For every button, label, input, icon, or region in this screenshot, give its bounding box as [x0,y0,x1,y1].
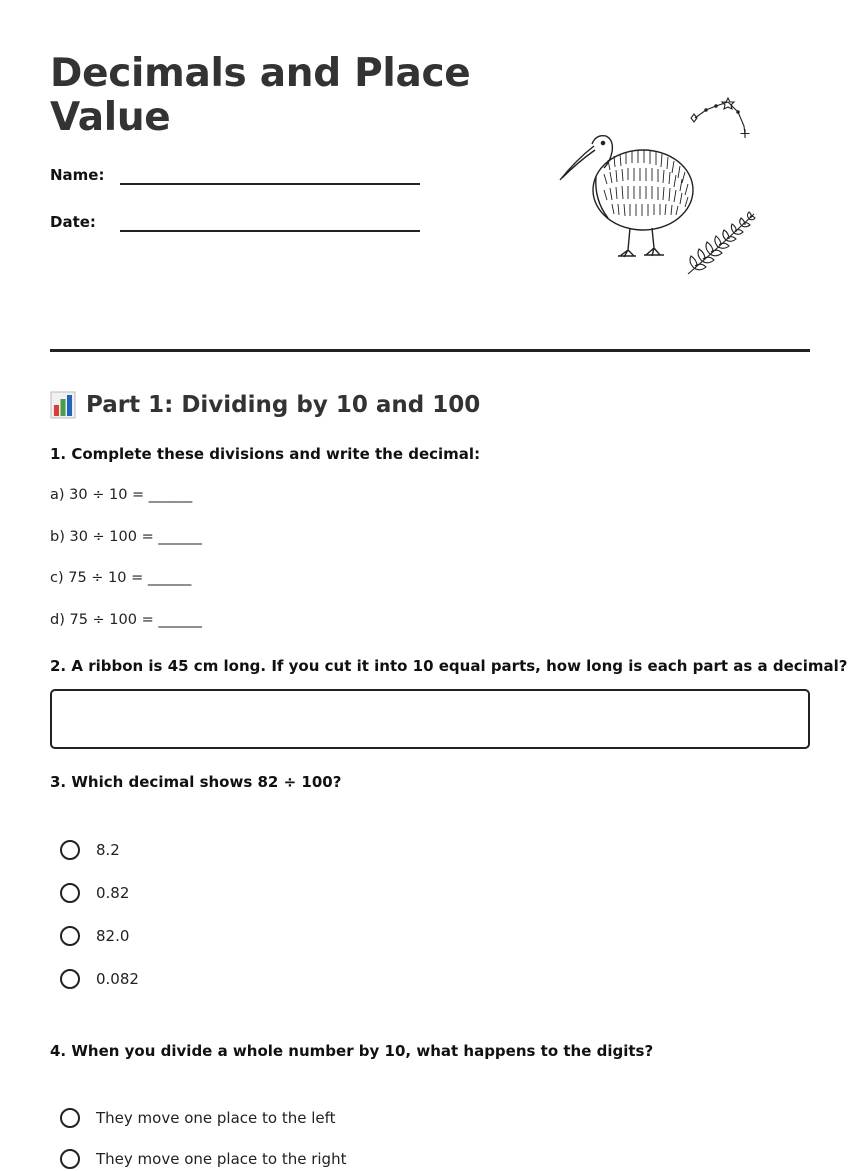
question-1-item-d: d) 75 ÷ 100 = ______ [50,612,202,628]
question-3-prompt: 3. Which decimal shows 82 ÷ 100? [50,773,342,791]
question-1-prompt: 1. Complete these divisions and write the decimal: [50,445,481,463]
radio-button[interactable] [60,969,80,989]
option-label: 8.2 [96,841,120,859]
question-3-option[interactable] [60,924,129,948]
option-label: 0.82 [96,884,130,902]
fern-icon [688,212,755,274]
option-label: 0.082 [96,970,139,988]
section-divider [50,349,810,352]
option-label: 82.0 [96,927,130,945]
option-label: They move one place to the left [96,1109,336,1127]
date-field [50,213,422,243]
option-label: They move one place to the right [96,1150,347,1168]
constellation-icon [691,98,750,138]
radio-button[interactable] [60,840,80,860]
worksheet-title: Decimals and Place Value [50,51,471,140]
kiwi-bird-icon [560,136,693,257]
question-3-option[interactable] [60,881,129,905]
question-1-item-a: a) 30 ÷ 10 = ______ [50,487,193,503]
question-4-prompt: 4. When you divide a whole number by 10, what happens to the digits? [50,1042,654,1060]
date-label: Date: [50,213,96,231]
question-4-option[interactable] [60,1106,336,1130]
question-1-item-c: c) 75 ÷ 10 = ______ [50,570,192,586]
question-2-prompt: 2. A ribbon is 45 cm long. If you cut it into 10 equal parts, how long is each part as a decimal? [50,657,848,675]
part1-heading: Part 1: Dividing by 10 and 100 [86,392,481,418]
name-line[interactable] [120,183,420,185]
radio-button[interactable] [60,1108,80,1128]
radio-button[interactable] [60,883,80,903]
radio-button[interactable] [60,926,80,946]
question-1-item-b: b) 30 ÷ 100 = ______ [50,529,202,545]
question-3-option[interactable] [60,967,139,991]
kiwi-illustration [548,90,770,286]
part1-header [50,388,480,422]
question-3-option[interactable] [60,838,120,862]
name-label: Name: [50,166,105,184]
radio-button[interactable] [60,1149,80,1169]
date-line[interactable] [120,230,420,232]
question-2-answer-box[interactable] [50,689,810,749]
bar-chart-icon [50,391,76,419]
name-field [50,166,422,196]
question-4-option[interactable] [60,1147,346,1171]
